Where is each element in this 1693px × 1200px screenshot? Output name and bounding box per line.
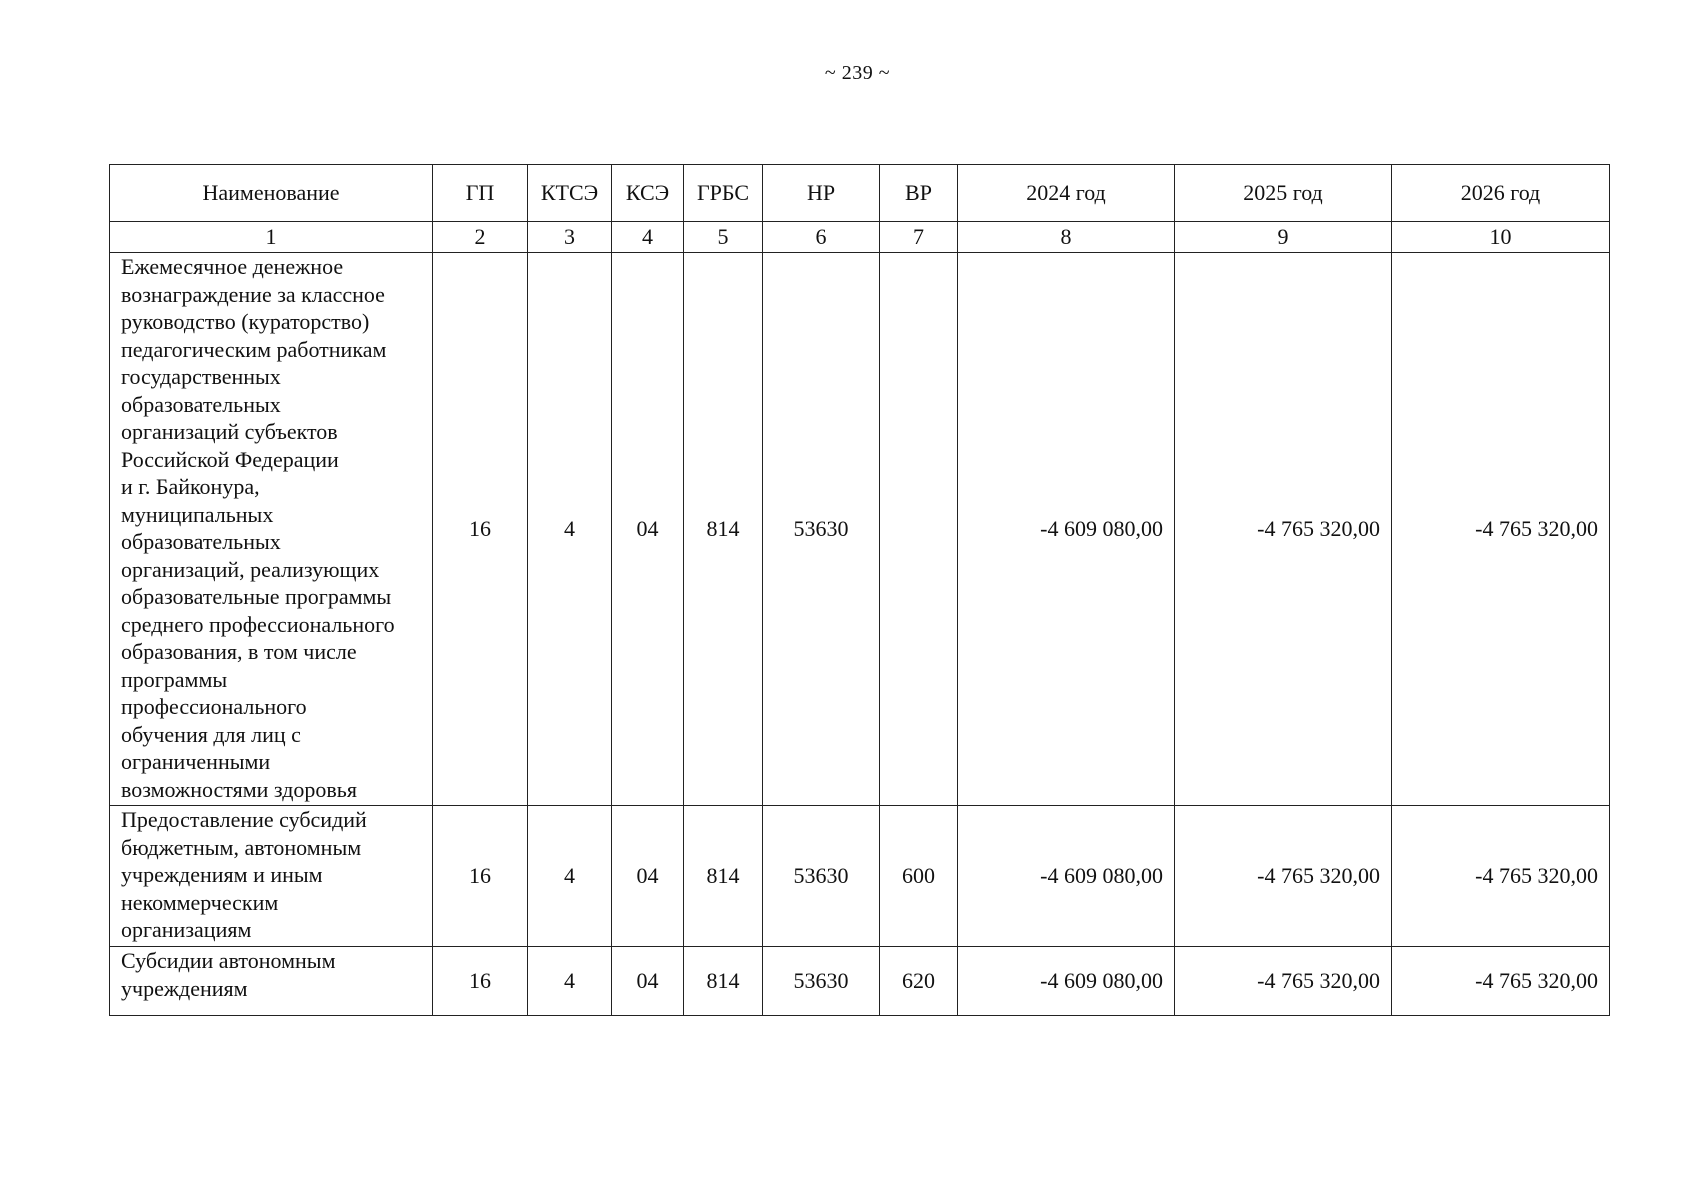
column-number: 8 bbox=[958, 222, 1175, 253]
header-grbs: ГРБС bbox=[684, 165, 763, 222]
nr-cell: 53630 bbox=[763, 806, 880, 947]
header-2024: 2024 год bbox=[958, 165, 1175, 222]
nr-cell: 53630 bbox=[763, 947, 880, 1016]
amount-2024-cell: -4 609 080,00 bbox=[958, 253, 1175, 806]
row-name-line: Ежемесячное денежное bbox=[121, 254, 344, 279]
table-row bbox=[110, 947, 1610, 1016]
page-number: ~ 239 ~ bbox=[824, 62, 891, 84]
row-name-line: среднего профессионального bbox=[121, 611, 395, 637]
grbs-cell: 814 bbox=[684, 253, 763, 806]
table-row bbox=[110, 253, 1610, 806]
row-name-line: учреждениям bbox=[121, 975, 248, 1001]
column-number: 3 bbox=[528, 222, 612, 253]
column-number: 5 bbox=[684, 222, 763, 253]
row-name-line: бюджетным, автономным bbox=[121, 834, 362, 860]
column-number: 7 bbox=[880, 222, 958, 253]
kse-cell: 04 bbox=[612, 806, 684, 947]
column-number: 4 bbox=[612, 222, 684, 253]
row-name-line: и г. Байконура, bbox=[121, 474, 260, 499]
header-vr: ВР bbox=[880, 165, 958, 222]
amount-2024-cell: -4 609 080,00 bbox=[958, 947, 1175, 1016]
header-2025: 2025 год bbox=[1175, 165, 1392, 222]
row-name-line: Субсидии автономным bbox=[121, 948, 336, 973]
row-name-line: педагогическим работникам bbox=[121, 336, 387, 362]
row-name-cell bbox=[110, 806, 433, 947]
column-number: 2 bbox=[433, 222, 528, 253]
row-name-line: организациям bbox=[121, 917, 252, 942]
budget-table bbox=[109, 164, 1610, 1016]
kse-cell: 04 bbox=[612, 947, 684, 1016]
column-number: 9 bbox=[1175, 222, 1392, 253]
amount-2026-cell: -4 765 320,00 bbox=[1392, 253, 1610, 806]
row-name-line: обучения для лиц с bbox=[121, 721, 301, 747]
row-name-line: профессионального bbox=[121, 694, 307, 719]
row-name-line: ограниченными bbox=[121, 749, 271, 774]
ktse-cell: 4 bbox=[528, 806, 612, 947]
grbs-cell: 814 bbox=[684, 806, 763, 947]
row-name-line: руководство (кураторство) bbox=[121, 309, 370, 334]
vr-cell: 620 bbox=[880, 947, 958, 1016]
column-number-row bbox=[110, 222, 1610, 253]
gp-cell: 16 bbox=[433, 806, 528, 947]
ktse-cell: 4 bbox=[528, 253, 612, 806]
header-2026: 2026 год bbox=[1392, 165, 1610, 222]
row-name-line: образовательных bbox=[121, 529, 281, 554]
amount-2026-cell: -4 765 320,00 bbox=[1392, 947, 1610, 1016]
row-name-line: вознаграждение за классное bbox=[121, 281, 385, 307]
row-name-line: муниципальных bbox=[121, 501, 274, 527]
grbs-cell: 814 bbox=[684, 947, 763, 1016]
column-number: 6 bbox=[763, 222, 880, 253]
amount-2025-cell: -4 765 320,00 bbox=[1175, 806, 1392, 947]
header-kse: КСЭ bbox=[612, 165, 684, 222]
row-name-cell bbox=[110, 947, 433, 1016]
row-name-line: некоммерческим bbox=[121, 889, 279, 915]
header-ktse: КТСЭ bbox=[528, 165, 612, 222]
nr-cell: 53630 bbox=[763, 253, 880, 806]
ktse-cell: 4 bbox=[528, 947, 612, 1016]
header-row bbox=[110, 165, 1610, 222]
row-name-line: организаций, реализующих bbox=[121, 556, 380, 582]
amount-2025-cell: -4 765 320,00 bbox=[1175, 253, 1392, 806]
row-name-line: образовательных bbox=[121, 391, 281, 417]
table-row bbox=[110, 806, 1610, 947]
kse-cell: 04 bbox=[612, 253, 684, 806]
amount-2026-cell: -4 765 320,00 bbox=[1392, 806, 1610, 947]
column-number: 1 bbox=[110, 222, 433, 253]
row-name-line: учреждениям и иным bbox=[121, 862, 323, 887]
row-name-line: Предоставление субсидий bbox=[121, 807, 367, 832]
row-name-line: возможностями здоровья bbox=[121, 776, 357, 802]
vr-cell bbox=[880, 253, 958, 806]
header-gp: ГП bbox=[433, 165, 528, 222]
row-name-line: программы bbox=[121, 666, 228, 692]
amount-2024-cell: -4 609 080,00 bbox=[958, 806, 1175, 947]
header-name: Наименование bbox=[110, 165, 433, 222]
row-name-line: образования, в том числе bbox=[121, 639, 357, 664]
gp-cell: 16 bbox=[433, 947, 528, 1016]
row-name-line: Российской Федерации bbox=[121, 446, 339, 472]
header-nr: НР bbox=[763, 165, 880, 222]
vr-cell: 600 bbox=[880, 806, 958, 947]
amount-2025-cell: -4 765 320,00 bbox=[1175, 947, 1392, 1016]
row-name-line: образовательные программы bbox=[121, 584, 392, 609]
row-name-line: государственных bbox=[121, 364, 281, 389]
gp-cell: 16 bbox=[433, 253, 528, 806]
row-name-cell bbox=[110, 253, 433, 806]
column-number: 10 bbox=[1392, 222, 1610, 253]
row-name-line: организаций субъектов bbox=[121, 419, 338, 444]
